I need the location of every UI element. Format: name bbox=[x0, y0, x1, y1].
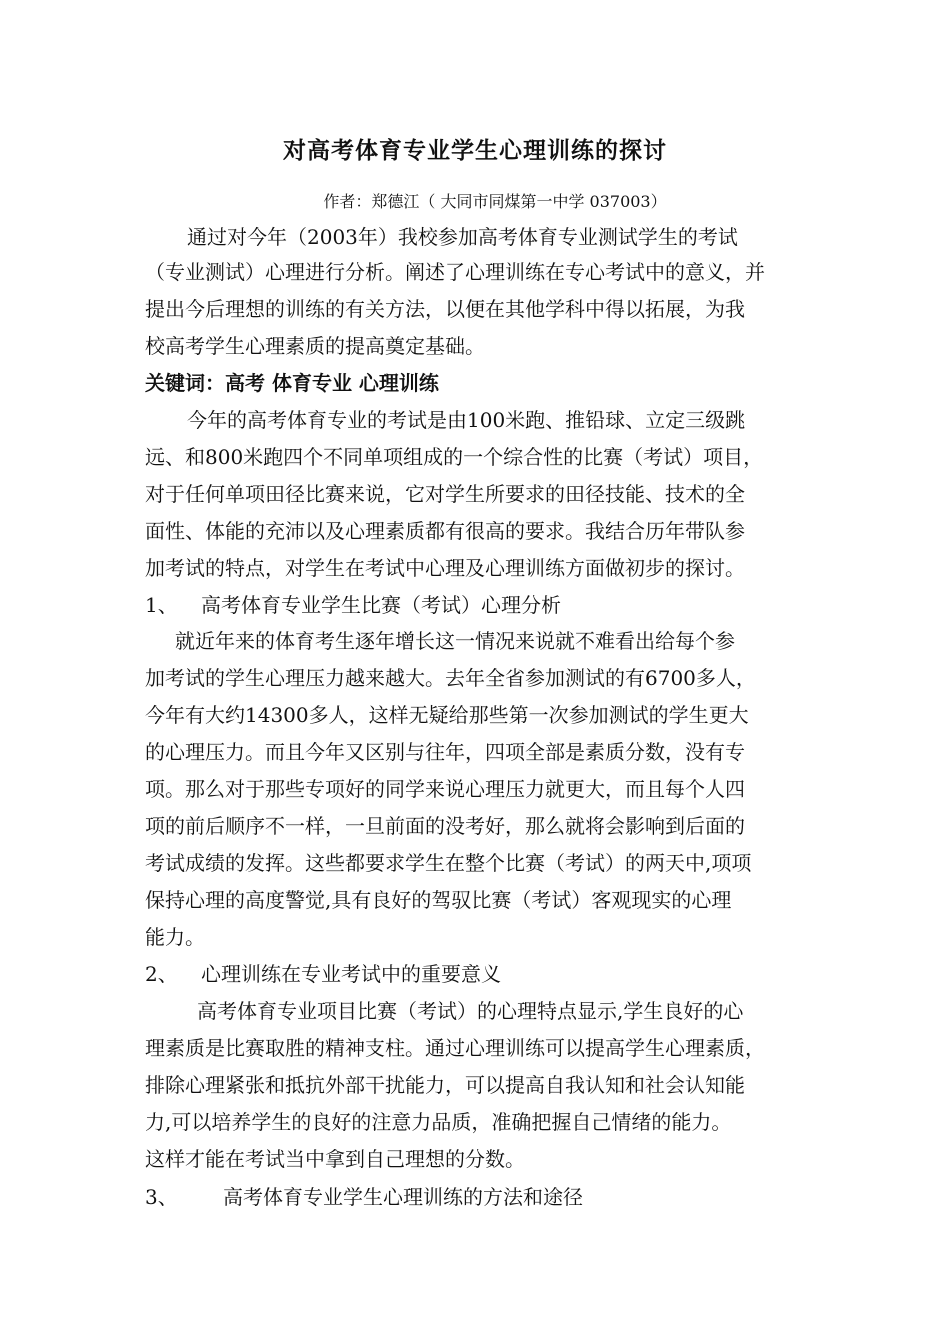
abstract-line: 校高考学生心理素质的提高奠定基础。 bbox=[145, 334, 485, 358]
section-number: 3、 bbox=[145, 1185, 178, 1209]
section1-line: 能力。 bbox=[145, 925, 205, 949]
section1-line: 的心理压力。而且今年又区别与往年，四项全部是素质分数，没有专 bbox=[145, 740, 745, 764]
abstract-line: 通过对今年（2003年）我校参加高考体育专业测试学生的考试 bbox=[187, 225, 738, 249]
section2-line: 这样才能在考试当中拿到自己理想的分数。 bbox=[145, 1147, 525, 1171]
section-title: 高考体育专业学生比赛（考试）心理分析 bbox=[201, 593, 561, 617]
intro-line: 加考试的特点，对学生在考试中心理及心理训练方面做初步的探讨。 bbox=[145, 556, 745, 580]
document-title: 对高考体育专业学生心理训练的探讨 bbox=[283, 137, 667, 164]
abstract-line: 提出今后理想的训练的有关方法，以便在其他学科中得以拓展，为我 bbox=[145, 297, 745, 321]
section-number: 2、 bbox=[145, 962, 178, 986]
intro-line: 今年的高考体育专业的考试是由100米跑、推铅球、立定三级跳 bbox=[187, 408, 746, 432]
section1-line: 就近年来的体育考生逐年增长这一情况来说就不难看出给每个参 bbox=[175, 629, 735, 653]
section2-line: 力,可以培养学生的良好的注意力品质，准确把握自己情绪的能力。 bbox=[145, 1110, 732, 1134]
intro-line: 面性、体能的充沛以及心理素质都有很高的要求。我结合历年带队参 bbox=[145, 519, 745, 543]
section-number: 1、 bbox=[145, 593, 178, 617]
section-title: 心理训练在专业考试中的重要意义 bbox=[201, 962, 501, 986]
section1-line: 保持心理的高度警觉,具有良好的驾驭比赛（考试）客观现实的心理 bbox=[145, 888, 732, 912]
section1-line: 项的前后顺序不一样，一旦前面的没考好，那么就将会影响到后面的 bbox=[145, 814, 745, 838]
section-heading-1 bbox=[145, 588, 825, 622]
section2-line: 排除心理紧张和抵抗外部干扰能力，可以提高自我认知和社会认知能 bbox=[145, 1073, 745, 1097]
intro-line: 对于任何单项田径比赛来说，它对学生所要求的田径技能、技术的全 bbox=[145, 482, 745, 506]
section2-line: 高考体育专业项目比赛（考试）的心理特点显示,学生良好的心 bbox=[197, 999, 744, 1023]
keywords-line: 关键词：高考 体育专业 心理训练 bbox=[145, 371, 439, 395]
section1-line: 项。那么对于那些专项好的同学来说心理压力就更大，而且每个人四 bbox=[145, 777, 745, 801]
section1-line: 考试成绩的发挥。这些都要求学生在整个比赛（考试）的两天中,项项 bbox=[145, 851, 752, 875]
section-heading-3 bbox=[145, 1180, 825, 1214]
section-title: 高考体育专业学生心理训练的方法和途径 bbox=[223, 1185, 583, 1209]
section1-line: 加考试的学生心理压力越来越大。去年全省参加测试的有6700多人， bbox=[145, 666, 756, 690]
section1-line: 今年有大约14300多人，这样无疑给那些第一次参加测试的学生更大 bbox=[145, 703, 749, 727]
intro-line: 远、和800米跑四个不同单项组成的一个综合性的比赛（考试）项目， bbox=[145, 445, 764, 469]
author-line: 作者：郑德江（ 大同市同煤第一中学 037003） bbox=[323, 192, 667, 211]
abstract-line: （专业测试）心理进行分析。阐述了心理训练在专心考试中的意义，并 bbox=[145, 260, 765, 284]
section-heading-2 bbox=[145, 957, 825, 991]
section2-line: 理素质是比赛取胜的精神支柱。通过心理训练可以提高学生心理素质， bbox=[145, 1036, 765, 1060]
